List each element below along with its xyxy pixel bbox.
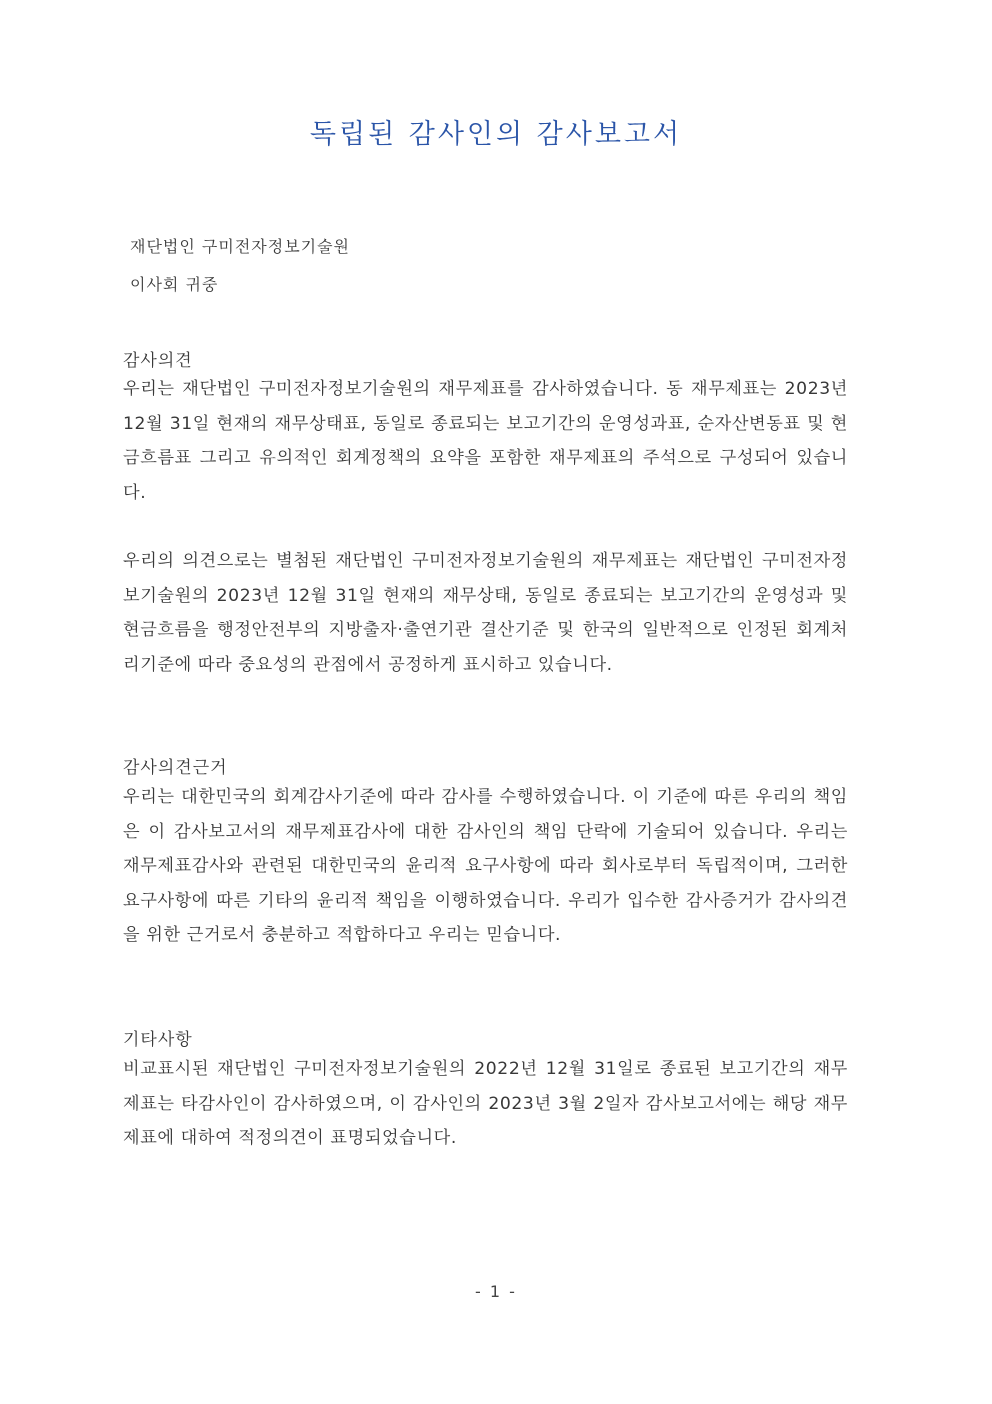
recipient: 이사회 귀중 (130, 275, 219, 294)
addressee: 재단법인 구미전자정보기술원 (130, 237, 351, 256)
paragraph-opinion-1: 우리는 재단법인 구미전자정보기술원의 재무제표를 감사하였습니다. 동 재무제표는 2023년 12월 31일 현재의 재무상태표, 동일로 종료되는 보고기간의 운영성과표, 순자산변동표 및 현금흐름표 그리고 유의적인 회계정책의 요약을 포함한 재무제표의 주석으로 구성되어 있습니다. (123, 379, 848, 503)
section-heading-opinion: 감사의견 (123, 351, 193, 371)
section-heading-basis: 감사의견근거 (123, 758, 228, 778)
section-heading-other-matters: 기타사항 (123, 1030, 193, 1050)
paragraph-basis: 우리는 대한민국의 회계감사기준에 따라 감사를 수행하였습니다. 이 기준에 따른 우리의 책임은 이 감사보고서의 재무제표감사에 대한 감사인의 책임 단락에 기술되어 있습니다. 우리는 재무제표감사와 관련된 대한민국의 윤리적 요구사항에 따라 회사로부터 독립적이며, 그러한 요구사항에 따른 기타의 윤리적 책임을 이행하였습니다. 우리가 입수한 감사증거가 감사의견을 위한 근거로서 충분하고 적합하다고 우리는 믿습니다. (123, 787, 848, 945)
document-title: 독립된 감사인의 감사보고서 (309, 119, 683, 150)
paragraph-opinion-2: 우리의 의견으로는 별첨된 재단법인 구미전자정보기술원의 재무제표는 재단법인 구미전자정보기술원의 2023년 12월 31일 현재의 재무상태, 동일로 종료되는 보고기간의 운영성과 및 현금흐름을 행정안전부의 지방출자·출연기관 결산기준 및 한국의 일반적으로 인정된 회계처리기준에 따라 중요성의 관점에서 공정하게 표시하고 있습니다. (123, 551, 848, 675)
page-number: - 1 - (475, 1282, 517, 1301)
paragraph-other-matters: 비교표시된 재단법인 구미전자정보기술원의 2022년 12월 31일로 종료된 보고기간의 재무제표는 타감사인이 감사하였으며, 이 감사인의 2023년 3월 2일자 감사보고서에는 해당 재무제표에 대하여 적정의견이 표명되었습니다. (123, 1059, 848, 1148)
